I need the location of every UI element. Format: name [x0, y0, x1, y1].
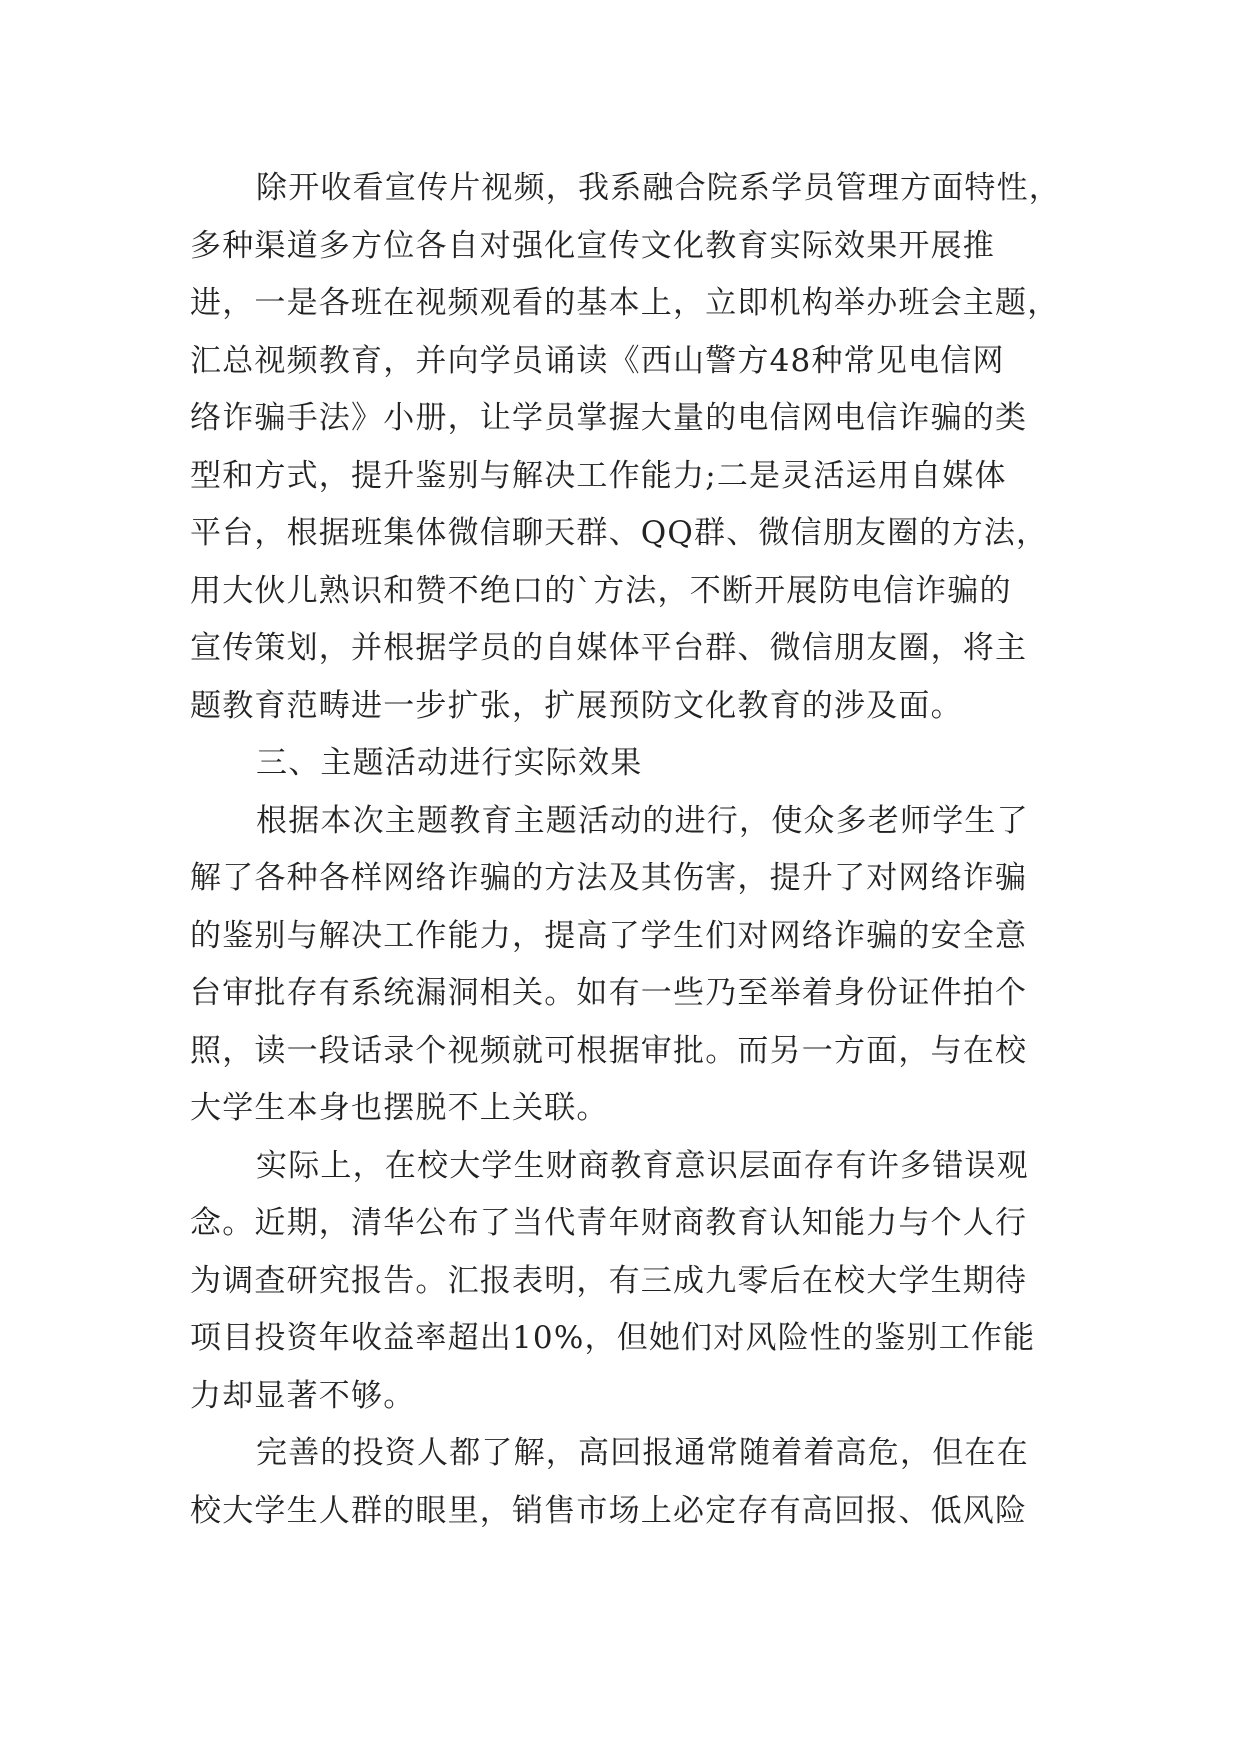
text-line: 大学生本身也摆脱不上关联。	[190, 1090, 609, 1126]
text-line: 用大伙儿熟识和赞不绝口的`方法，不断开展防电信诈骗的	[190, 572, 1012, 609]
text-line: 多种渠道多方位各自对强化宣传文化教育实际效果开展推	[190, 227, 995, 264]
text-line: 的鉴别与解决工作能力，提高了学生们对网络诈骗的安全意	[190, 917, 1028, 954]
document-body	[190, 160, 1070, 1540]
text-line: 实际上，在校大学生财商教育意识层面存有许多错误观	[256, 1147, 1029, 1184]
text-line: 照，读一段话录个视频就可根据审批。而另一方面，与在校	[190, 1032, 1028, 1069]
text-line: 项目投资年收益率超出10%，但她们对风险性的鉴别工作能	[190, 1320, 1036, 1356]
text-line: 根据本次主题教育主题活动的进行，使众多老师学生了	[256, 802, 1029, 839]
text-line: 解了各种各样网络诈骗的方法及其伤害，提升了对网络诈骗	[190, 860, 1028, 896]
text-line: 力却显著不够。	[190, 1377, 416, 1414]
text-line: 平台，根据班集体微信聊天群、QQ群、微信朋友圈的方法，	[190, 515, 1049, 551]
text-line: 汇总视频教育，并向学员诵读《西山警方48种常见电信网	[190, 342, 1005, 379]
text-line: 校大学生人群的眼里，销售市场上必定存有高回报、低风险	[190, 1492, 1028, 1529]
section-heading: 三、主题活动进行实际效果	[256, 745, 643, 781]
text-line: 台审批存有系统漏洞相关。如有一些乃至举着身份证件拍个	[190, 975, 1028, 1011]
text-line: 题教育范畴进一步扩张，扩展预防文化教育的涉及面。	[190, 687, 963, 724]
text-line: 宣传策划，并根据学员的自媒体平台群、微信朋友圈，将主	[190, 630, 1028, 666]
text-line: 念。近期，清华公布了当代青年财商教育认知能力与个人行	[190, 1205, 1028, 1241]
text-line: 除开收看宣传片视频，我系融合院系学员管理方面特性，	[256, 170, 1061, 206]
text-line: 为调查研究报告。汇报表明，有三成九零后在校大学生期待	[190, 1262, 1028, 1299]
text-line: 完善的投资人都了解，高回报通常随着着高危，但在在	[256, 1435, 1029, 1471]
text-line: 络诈骗手法》小册，让学员掌握大量的电信网电信诈骗的类	[190, 400, 1028, 436]
text-line: 进，一是各班在视频观看的基本上，立即机构举办班会主题，	[190, 285, 1060, 321]
text-line: 型和方式，提升鉴别与解决工作能力;二是灵活运用自媒体	[190, 457, 1007, 494]
